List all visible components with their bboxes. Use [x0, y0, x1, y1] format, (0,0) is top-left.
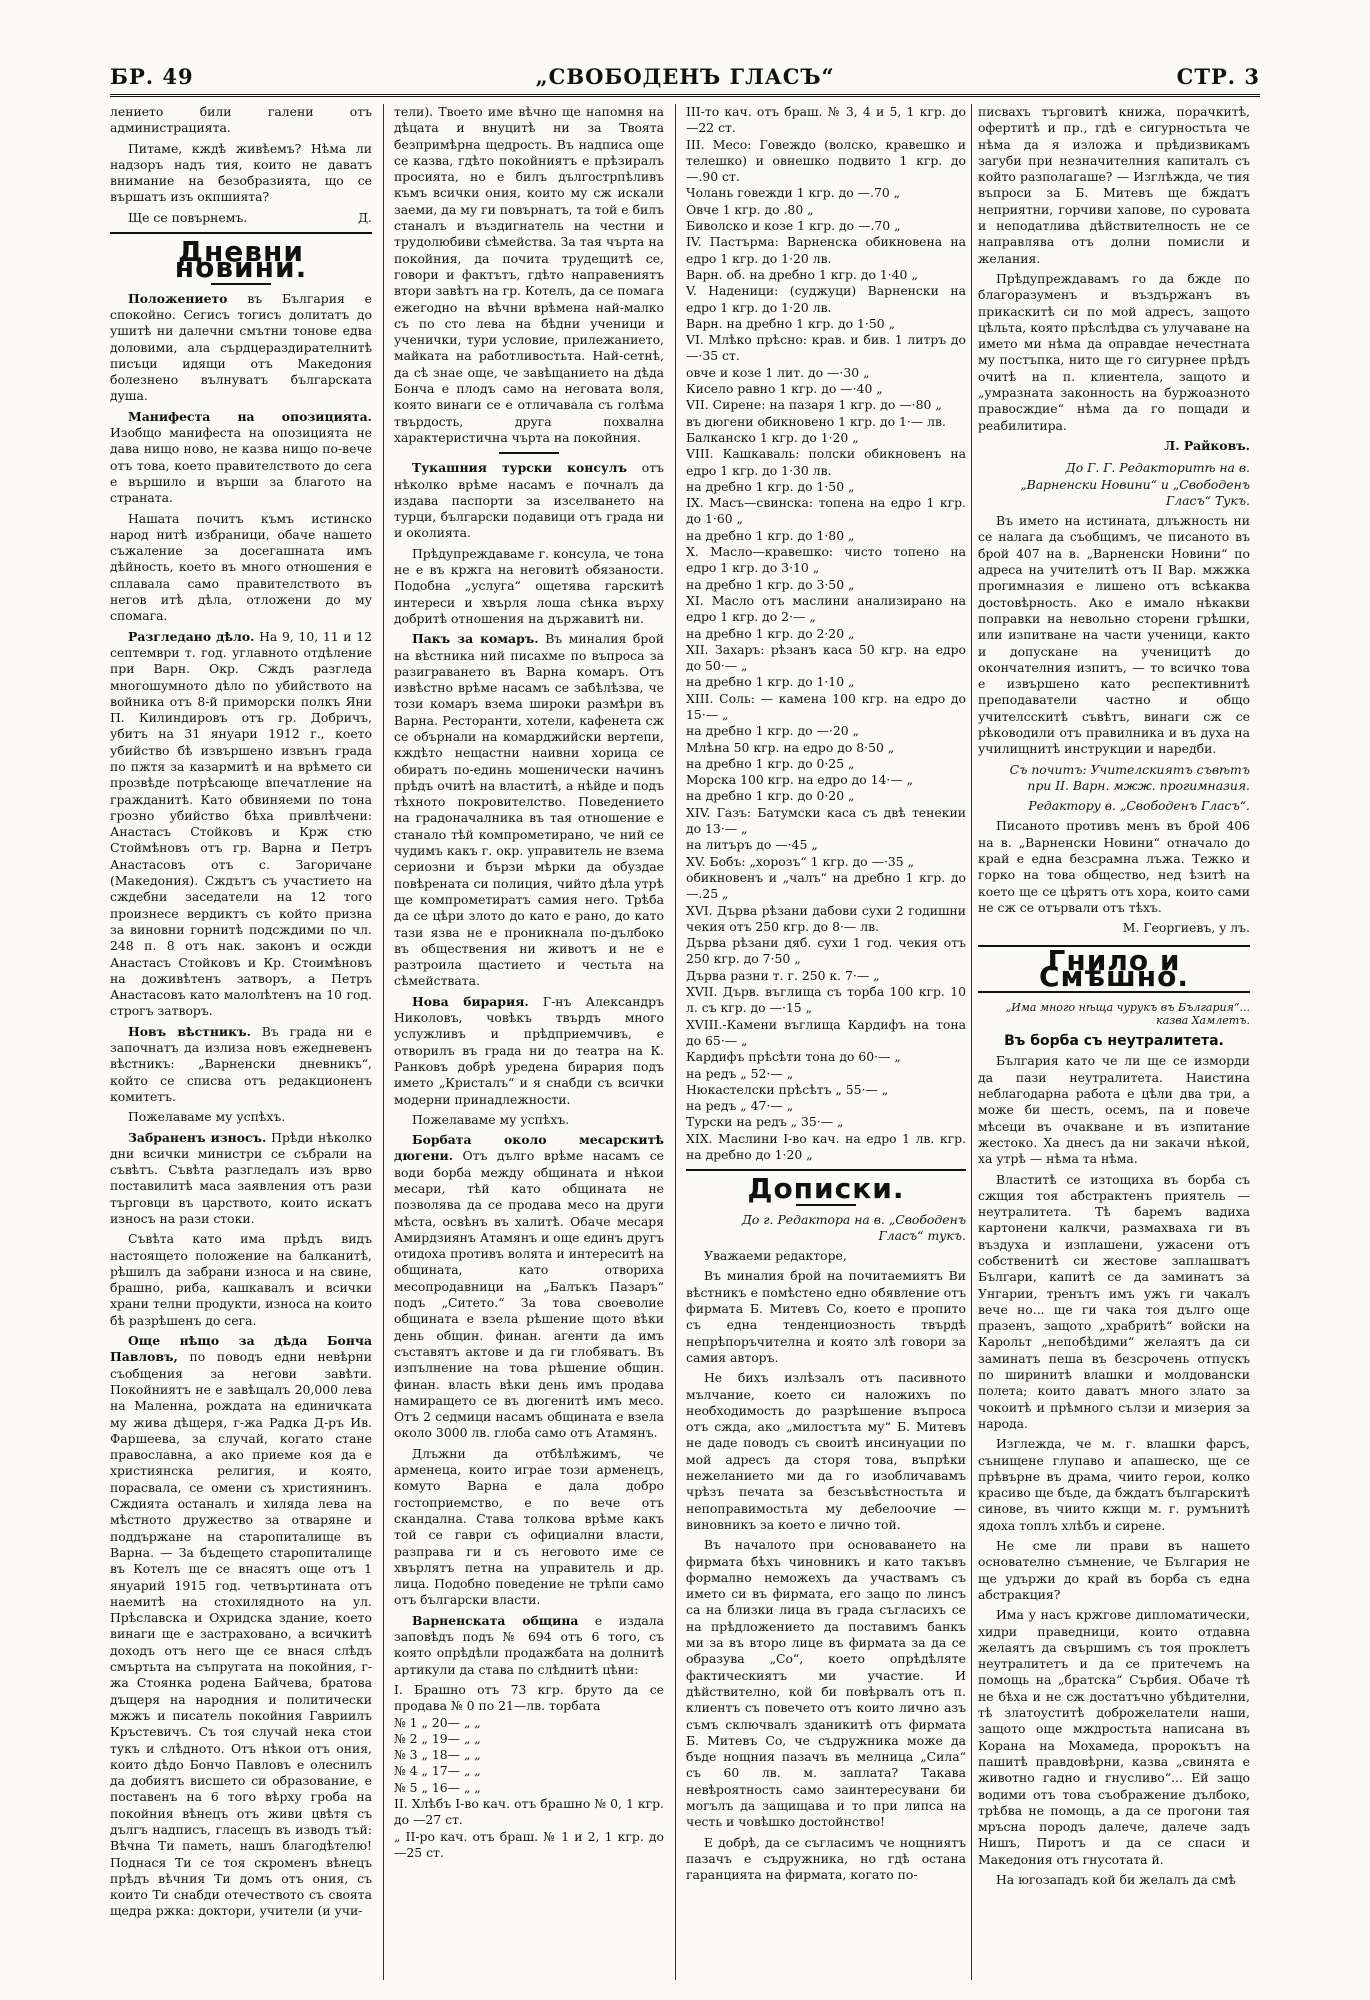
addressee: Редактору в. „Свободенъ Гласъ“.: [1028, 798, 1250, 814]
price-line: Нюкастелски прѣсѣтъ „ 55·— „: [686, 1081, 889, 1097]
price-line: „ II-ро кач. отъ браш. № 1 и 2, 1 кгр. до —25 ст.: [394, 1828, 664, 1860]
news-text: въ България е спокойно. Сегисъ тогисъ долитатъ до ушитѣ ни далечни смътни тонове едва доловими, ала сърдцераздирателнитѣ писъци идящи отъ Македония болезнено вълнуватъ българската душа.: [110, 290, 372, 404]
price-line: № 1 „ 20— „ „: [394, 1714, 481, 1730]
price-line: XIX. Маслини I-во кач. на едро 1 лв. кгр. на дребно до 1·20 „: [686, 1130, 966, 1162]
news-item: [110, 291, 372, 405]
column-4: [978, 104, 1250, 1980]
price-line: на редъ „ 52·— „: [686, 1065, 794, 1081]
addressee: До г. Редактора на в. „Свободенъ Гласъ“ тукъ.: [741, 1211, 966, 1243]
price-line: на редъ „ 47·— „: [686, 1098, 794, 1114]
paragraph: [110, 210, 372, 226]
divider: [499, 452, 559, 454]
paragraph: Длъжни да отбѣлѣжимъ, че арменеца, които играе този арменецъ, комуто Варна е дала добро гостоприемство, е по вече отъ скандална. Става толкова врѣме какъ той се гаври съ официални власти, разправа ги и съ неговото име се хвърлятъ петна на управитель и др. лица. Подобно поведение не трѣпи само отъ български власти.: [394, 1445, 664, 1608]
paragraph: Въ миналия брой на почитаемиятъ Ви вѣстникъ е помѣстено едно обявление отъ фирмата Б. Митевъ Со, което е пропито съ една тенденциозность твърдѣ непрѣпоръчителна и която злѣ говори за самия авторъ.: [686, 1268, 966, 1365]
divider: [110, 232, 372, 234]
price-line: на дребно 1 кгр. до 1·10 „: [686, 674, 855, 690]
price-line: на дребно 1 кгр. до 1·50 „: [686, 478, 855, 494]
news-item: [394, 994, 664, 1108]
price-line: на литъръ до —·45 „: [686, 837, 818, 853]
price-line: № 4 „ 17— „ „: [394, 1763, 481, 1779]
paragraph: Има у насъ кржгове дипломатически, хидри праведници, които отдавна желаятъ да свършимъ съ тоя проклетъ неутралитетъ и да се притечемъ на помощь на „братска“ Сърбия. Обаче тѣ не бѣха и не сж достатъчно убѣдителни, тѣ златоуститѣ доброжелатели наши, защото още мждростьта написана въ Корана на Мохамеда, пророкътъ на пашитѣ правдовѣрни, казва „свинята е животно гадно и гнусливо“... Ей защо водими отъ това съображение дълбоко, трѣбва не помощь, а да се прогони тая мръсна породъ далече, далече задъ Нишъ, Пиротъ и да се спаси и Македония отъ гнусотата й.: [978, 1607, 1250, 1867]
price-line: Варн. на дребно 1 кгр. до 1·50 „: [686, 315, 895, 331]
price-line: на дребно 1 кгр. до 1·80 „: [686, 527, 855, 543]
price-line: овче и козе 1 лит. до —·30 „: [686, 364, 870, 380]
paragraph: Прѣдупреждавамъ го да бжде по благоразуменъ и въздържанъ въ прикаскитѣ си по мой адресъ, защото цѣльта, която прѣслѣдва съ улучаване на името ми нѣма да оправдае нечестната му постъпка, нито ще го сигурнее прѣдъ очитѣ на п. клиентела, защото и „умразната законность на буржоазното правосждие“ нѣма да го пощади и реабилитира.: [978, 270, 1250, 433]
paragraph: Властитѣ се изтощиха въ борба съ сжщия тоя абстрактенъ приятель — неутралитета. Тѣ баремъ вадиха картонени калкчи, размахваха ги въ въздуха и изплашени, ужасени отъ собственитѣ си жестове заплашватъ Българи, капитѣ се да заминатъ за Унгарии, тренътъ имъ ужъ ги чакалъ вече но... ще ги чака тоя дълго още празенъ, защото „храбритѣ“ войски на Карольт „непобѣдими“ желаятъ да си заминатъ пеша въ безсрочень отпускъ по ширинитѣ влашки и молдовански полета; които даватъ много злато за чокоитѣ и прѣмного сълзи и мизерия за народа.: [978, 1171, 1250, 1431]
price-line: въ дюгени обикновено 1 кгр. до 1·— лв.: [686, 413, 946, 429]
price-line: на дребно 1 кгр. до 0·20 „: [686, 788, 855, 804]
price-line: Дърва рѣзани дяб. сухи 1 год. чекия отъ 250 кгр. до 7·50 „: [686, 935, 966, 967]
epigraph: „Има много нѣща чурукъ въ България“... казва Хамлетъ.: [1005, 1001, 1250, 1028]
price-line: XVI. Дърва рѣзани дабови сухи 2 годишни чекия отъ 250 кгр. до 8·— лв.: [686, 902, 966, 934]
paragraph: България като че ли ще се изморди да пази неутралитета. Наистина неблагодарна работа е цѣли два три, а може би шесть, осемъ, па и повече мѣсеци въ очакване и въ изпитание жестоко. Ха днесъ да ни закачи нѣкой, ха утрѣ — нѣма та нѣма.: [978, 1053, 1250, 1167]
price-line: Дърва разни т. г. 250 к. 7·— „: [686, 967, 880, 983]
paragraph: тели). Твоето име вѣчно ще напомня на дѣцата и внуцитѣ ни за Твоята безпримѣрна щедрость. Въ надписа още се казва, гдѣто покойниятъ е прѣзиралъ просията, но е билъ дългострпѣливъ къмъ всички ония, които му сж искали заеми, да му ги повърнатъ, та той е билъ станалъ и въздигнатель на честни и трудолюбиви сѣмейства. За тая чърта на покойния, да почита трудещитѣ се, говори и фактътъ, гдѣто направениятъ втори завѣтъ на гр. Котелъ, да се помага ежегодно на вѣчни врѣмена най-малко съ по сто лева на бѣдни ученици и ученички, тури условие, прилежанието, майката на работливостьта. Най-сетнѣ, да сѣ знае още, че завѣщанието на дѣда Бонча е плодъ само на неговата воля, която винаги се е отличавала съ голѣма твърдость, друга похвална характеристична чърта на покойния.: [394, 104, 664, 445]
news-item: [394, 1613, 664, 1678]
paragraph: Пожелаваме му успѣхъ.: [128, 1109, 286, 1125]
price-line: Чолань говежди 1 кгр. до —.70 „: [686, 185, 901, 201]
news-text: Въ миналия брой на вѣстника ний писахме по въпроса за разиграването въ Варна комаръ. Отъ извѣстно врѣме насамъ се забѣлѣзва, че този комаръ взема широки размѣри въ Варна. Ресторанти, хотели, кафенета сж се обърнали на комарджийски вертепи, кждѣто нещастни наивни хорица се обиратъ по-единь мошенически начинъ прѣдъ очитѣ на властитѣ, а нѣйде и подъ тѣхното покровителство. Поведението на градоначалника въ тая отношение е станало тѣй компрометирано, че ний се чудимъ какъ г. окр. управитель не взема сериозни и бързи мѣрки да обуздае повѣрената си полиция, чийто дѣла утрѣ ще компрометиратъ самия него. Трѣба да се цѣри злото до като е рано, до като тази язва не е проникнала по-дълбоко въ обществения ни животъ и не е разтроила щастието и честьта на сѣмействата.: [394, 631, 664, 989]
price-line: на дребно 1 кгр. до —·20 „: [686, 723, 859, 739]
column-2: [394, 104, 664, 1980]
news-heading: Положението: [128, 290, 228, 306]
price-line: III. Месо: Говеждо (волско, кравешко и телешко) и овнешко подвито 1 кгр. до —.90 ст.: [686, 136, 966, 185]
page-header: [110, 62, 1260, 90]
price-line: Биволско и козе 1 кгр. до —.70 „: [686, 218, 901, 234]
price-line: VI. Млѣко прѣсно: крав. и бив. 1 литръ до —·35 ст.: [686, 332, 966, 364]
news-item: [110, 1130, 372, 1228]
price-line: Кисело равно 1 кгр. до —·40 „: [686, 381, 883, 397]
news-heading: Варненската община: [412, 1612, 579, 1628]
paragraph: Пожелаваме му успѣхъ.: [412, 1111, 570, 1127]
news-item: [394, 460, 664, 541]
paragraph: Изглежда, че м. г. влашки фарсъ, сънищене глупаво и апашеско, ще се прѣвърне въ драма, чиито герои, колко красиво ще бъде, да бждатъ българскитѣ синове, въ чиито кжщи м. г. румънитѣ ядоха топлъ хлѣбъ и сирене.: [978, 1436, 1250, 1533]
price-line: VIII. Кашкаваль: полски обикновенъ на едро 1 кгр. до 1·30 лв.: [686, 446, 966, 478]
price-line: Балканско 1 кгр. до 1·20 „: [686, 429, 859, 445]
news-item: [110, 629, 372, 1020]
news-heading: Още нѣщо за дѣда Бонча Павловъ,: [110, 1333, 372, 1365]
price-line: XVII. Дърв. въглища съ торба 100 кгр. 10 л. съ кгр. до —·15 „: [686, 984, 966, 1016]
news-text: отъ нѣколко врѣме насамъ е почналъ да издава паспорти за изселването на турци, български подавици отъ града ни и околията.: [394, 460, 664, 541]
paragraph: Не сме ли прави въ нашето основателно съмнение, че България не ще удържи до край въ борба съ една абстракция?: [978, 1538, 1250, 1602]
paragraph: Не бихъ излѣзалъ отъ пасивното мълчание, което си наложихъ по необходимость до разрѣшение въпроса отъ сжда, ако „милостъта му“ Б. Митевъ не даде поводъ съ своитѣ инсинуации по мой адресъ да сторя това, въпрѣки нежеланието ми да го изобличавамъ чрѣзъ печата за безсъвѣстностьта и непоправимостьта му дебелоочие — виновникъ за което е лично той.: [686, 1370, 966, 1532]
news-text: Г-нъ Александръ Николовъ, човѣкъ твърдъ много услужливъ и прѣдприемчивъ, е отворилъ въ града ни до театра на К. Ранковъ добрѣ уредена бирария подъ името „Кристалъ“ и я снабди съ всички модерни принадлежности.: [394, 993, 664, 1107]
price-line: I. Брашно отъ 73 кгр. бруто да се продава № 0 по 21—лв. торбата: [394, 1681, 664, 1714]
paragraph: Въ началото при основаването на фирмата бѣхъ чиновникъ и като такъвъ формално неможехъ да участвамъ съ името си въ фирмата, его защо по линсъ са на близки лица въ града съгласихъ се на прѣдложението да поставимъ банкъ ми за въ второ лице въ фирмата за да се образува „Со“, което опрѣдѣляте фактическиятъ ми участие. И дѣйствително, кой би повѣрвалъ отъ п. клиентъ съ повечето отъ които лично азъ съмъ сключвалъ зданикитѣ отъ фирмата Б. Митевъ Со, че съдружника може да бъде нощния пазачъ въ мелница „Сила“ съ 60 лв. м. заплата? Такава невѣроятность само заинтересувани би могълъ да защищава и то при липса на честь и човѣшко достойнство!: [686, 1537, 966, 1830]
price-line: IV. Пастърма: Варненска обикновена на едро 1 кгр. до 1·20 лв.: [686, 234, 966, 266]
header-rule: [110, 94, 1260, 97]
paragraph: Питаме, кждѣ живѣемъ? Нѣма ли надзоръ надъ тия, които не даватъ внимание на безобразията, що се вършатъ изъ окпшията?: [110, 140, 372, 205]
price-line: Морска 100 кгр. на едро до 14·— „: [686, 772, 914, 788]
addressee: До Г. Г. Редакторитѣ на в. „Варненски Новини“ и „Свободенъ Гласъ“ Тукъ.: [1020, 460, 1250, 508]
price-line: обикновенъ и „чалъ“ на дребно 1 кгр. до —.25 „: [686, 869, 966, 902]
page-number: СТР. 3: [1176, 63, 1260, 89]
greeting: Уважаеми редакторе,: [704, 1248, 847, 1264]
paragraph: Съвѣта като има прѣдъ видъ настоящето положение на балканитѣ, рѣшилъ да забрани износа и на свине, брашно, риба, кашкавалъ и всички храни телни продукти, износа на които бѣ разрѣшенъ до сега.: [110, 1231, 372, 1328]
divider: [686, 1169, 966, 1171]
news-text: Изобщо манифеста на опозицията не дава нищо ново, не казва нищо по-вече отъ това, което правителството до сега е вършило и върши за благото на страната.: [110, 425, 372, 506]
news-item: [110, 1333, 372, 1920]
price-line: III-то кач. отъ браш. № 3, 4 и 5, 1 кгр. до —22 ст.: [686, 104, 966, 136]
price-line: № 2 „ 19— „ „: [394, 1730, 481, 1746]
news-heading: Манифеста на опозицията.: [128, 408, 372, 424]
price-line: XV. Бобъ: „хорозъ“ 1 кгр. до —·35 „: [686, 853, 915, 869]
section-title-daily-news: Дневни новини.: [174, 235, 308, 285]
price-line: на дребно 1 кгр. до 0·25 „: [686, 755, 855, 771]
news-heading: Нова бирария.: [412, 993, 529, 1009]
news-heading: Разгледано дѣло.: [128, 628, 255, 644]
news-heading: Тукашния турски консулъ: [412, 460, 628, 476]
section-title-rotten-and-funny: Гнило и Смѣшно.: [1039, 943, 1189, 993]
news-item: [394, 1132, 664, 1442]
price-line: XVIII.-Камени въглища Кардифъ на тона до 65·— „: [686, 1016, 966, 1048]
price-line: Турски на редъ „ 35·— „: [686, 1114, 844, 1130]
price-line: VII. Сирене: на пазаря 1 кгр. до —·80 „: [686, 397, 942, 413]
news-text: Въ града ни е започнатъ да излиза новъ ежедневенъ вѣстникъ: „Варненски дневникъ“, който се списва отъ редакционенъ комитетъ.: [110, 1023, 372, 1104]
news-heading: Пакъ за комаръ.: [412, 631, 539, 647]
price-line: Варн. об. на дребно 1 кгр. до 1·40 „: [686, 266, 918, 282]
news-heading: Забраненъ износъ.: [128, 1129, 267, 1145]
signature: Л. Райковъ.: [1164, 437, 1250, 453]
price-line: Кардифъ прѣсѣти тона до 60·— „: [686, 1049, 901, 1065]
news-text: е издала заповѣдъ подъ № 694 отъ 6 того, съ която опрѣдѣли продажбата на долнитѣ артикули да става по слѣднитѣ цѣни:: [394, 1612, 664, 1677]
signature: Д.: [357, 209, 372, 225]
price-line: IX. Масъ—свинска: топена на едро 1 кгр. до 1·60 „: [686, 495, 966, 527]
column-divider: [971, 104, 972, 1980]
price-line: II. Хлѣбъ I-во кач. отъ брашно № 0, 1 кгр. до —27 ст.: [394, 1795, 664, 1828]
article-title: Въ борба съ неутралитета.: [1004, 1033, 1224, 1050]
news-text: Прѣди нѣколко дни всички министри се събрали на съвѣтъ. Съвѣта разгледалъ изъ врво поставилитѣ маса заявления отъ рази търговци въ царството, които искатъ износъ на рази стоки.: [110, 1129, 372, 1226]
column-divider: [383, 104, 384, 1980]
paragraph-text: Ще се повърнемъ.: [128, 209, 248, 225]
price-line: X. Масло—кравешко: чисто топено на едро 1 кгр. до 3·10 „: [686, 544, 966, 576]
price-line: № 3 „ 18— „ „: [394, 1747, 481, 1763]
news-heading: Борбата около месарскитѣ дюгени.: [394, 1132, 664, 1164]
price-line: на дребно 1 кгр. до 3·50 „: [686, 576, 855, 592]
column-divider: [675, 104, 676, 1980]
paragraph: Нашата почитъ къмъ истинско народ нитѣ избраници, обаче нашето съжаление за досегашната имъ дѣйность, което въ много отношения е сплавала само правителството въ негов итѣ дѣла, отложени до му спомага.: [110, 510, 372, 624]
news-heading: Новъ вѣстникъ.: [128, 1023, 251, 1039]
news-text: Отъ дълго врѣме насамъ се води борба между общината и нѣкои месари, тѣй като общината не позволява да се продава месо на други мѣста, освѣнъ въ халитѣ. Обаче месаря Амирдзиянъ Атамянъ и още единъ другъ отидоха противъ волята и интереситѣ на общината, като отвориха месопродавници на „Балъкъ Пазаръ“ подъ „Ситето.“ За това своеволие общината е взела рѣшение щото вѣки день общин. финан. агенти да имъ съставятъ актове и да ги глобяватъ. Въ изпълнение на това рѣшение общин. финан. власть вѣки день имъ продава намиращето се въ дюгенитѣ имъ месо. Отъ 2 седмици насамъ общината е взела около 3000 лв. глоба само отъ Атамянъ.: [394, 1148, 664, 1441]
price-line: на дребно 1 кгр. до 2·20 „: [686, 625, 855, 641]
paragraph: писвахъ търговитѣ книжа, порачкитѣ, офертитѣ и пр., гдѣ е сигурностьта че нѣма да я изложа и прѣдизвикамъ загуби при незначителния капиталъ съ който разполагаше? — Изглѣжда, че тия въпроси за Б. Митевъ ще бждатъ неприятни, горчиви хапове, по суровата и неподатлива дѣйствителность не се направлява отъ долни помисли и желания.: [978, 104, 1250, 266]
signature: М. Георгиевъ, у лъ.: [1122, 920, 1250, 936]
column-3: [686, 104, 966, 1980]
news-text: по поводъ едни невѣрни съобщения за негови завѣти. Покойниятъ не е завѣщалъ 20,000 лева на Маленна, рождата на единичката му жива дѣщеря, г-жа Радка Д-ръ Ив. Фаршеева, за случай, когато стане православна, а ако приеме коя да е християнска религия, и която, порасвала, се омени съ християнинъ. Сждията останалъ и хиляда лева на мѣстното дружество за отваряне и поддържане на старопиталище въ Варна. — За бъдещето старопиталище въ Котелъ ще се внасятъ още отъ 1 януарий 1915 год. четвъртината отъ наемитѣ на стохилядното на ул. Прѣславска и Охридска здание, което винаги ще е застраховано, а всичкитѣ доходъ отъ него ще се внася слѣдъ смъртьта на съпругата на покойния, г-жа Стоянка родена Байчева, братова дъщеря на народния и политически мжжъ и писатель покойния Гавриилъ Кръстевичъ. Съ тоя случай нека стои тукъ и слѣдното. Отъ нѣкои отъ ония, които дѣдо Бончо Павловъ е олеснилъ да добиятъ висшето си образование, е поставенъ на 6 того вѣрху гроба на покойния вѣнецъ отъ живи цвѣтя съ дългъ надписъ, гласещъ въ изводъ тъй: Вѣчна Ти паметь, нашъ благодѣтелю! Поднася Ти се тоя скроменъ вѣнецъ прѣдъ вѣчния Ти домъ отъ ония, съ които Ти снабди отечеството съ своята щедра ржка: доктори, учители (и учи-: [110, 1349, 372, 1919]
section-box: [978, 945, 1250, 994]
paragraph: лението били галени отъ администрацията.: [110, 104, 372, 136]
paragraph: Въ името на истината, длъжность ни се налага да съобщимъ, че писаното въ брой 407 на в. „Варненски Новини“ по адреса на учителитѣ отъ II Вар. мжжка прогимназия е лишено отъ всѣкаква достовѣрность. Ако е имало нѣкакви поправки на невольно сторени грѣшки, или изпитване на части ученици, както и допускане на ученицитѣ до окончателния изпитъ, — то всичко това е извършено като респективнитѣ преподаватели частно и общо учителсскитѣ съвѣтъ, винаги сж се рѣководили отъ правилника и въ духа на училищнитѣ инструкции и наредби.: [978, 513, 1250, 757]
signature: Съ почитъ: Учителскиятъ съвѣтъ при II. Варн. мжж. прогимназия.: [1009, 761, 1250, 793]
paragraph: Прѣдупреждаваме г. консула, че тона не е въ кржга на неговитѣ обязаности. Подобна „услуга“ ощетява гарскитѣ интереси и хвърля лоша сѣнка върху добритѣ отношения на държавитѣ ни.: [394, 545, 664, 626]
paragraph: Е добрѣ, да се съгласимъ че нощниятъ пазачъ е съдружника, но гдѣ остана гаранцията на фирмата, когато по-: [686, 1834, 966, 1883]
section-title-correspondence: Дописки.: [747, 1172, 905, 1206]
news-item: [394, 631, 664, 990]
column-1: [110, 104, 372, 1980]
price-line: XIV. Газъ: Батумски каса съ двѣ тенекии до 13·— „: [686, 804, 966, 837]
price-line: XI. Масло отъ маслини анализирано на едро 1 кгр. до 2·— „: [686, 592, 966, 625]
issue-number: БР. 49: [110, 63, 194, 89]
paragraph: Писаното противъ менъ въ брой 406 на в. „Варненски Новини“ отначало до край е една безсрамна лъжа. Тежко и горко на това общество, нед ѣзитѣ на което ще се цѣрятъ отъ хора, които сами не сж се отървали отъ тѣхъ.: [978, 818, 1250, 915]
news-item: [110, 1024, 372, 1105]
news-text: На 9, 10, 11 и 12 септември т. год. углавното отдѣление при Варн. Окр. Сждъ разгледа многошумното дѣло по убийството на войника отъ 8-й приморски полкъ Яни П. Килиндировъ отъ гр. Добричъ, убитъ на 31 януари 1912 г., което убийство бѣ извършено извънъ града по пжтя за казармитѣ и на врѣмето си прозвѣде потрѣсающе впечатление на гражданитѣ. Като обвиняеми по тона грозно убийство бѣха привлѣчени: Анастасъ Стойковъ и Крж стю Стоймѣновъ отъ гр. Варна и Петръ Анастасовъ отъ с. Загоричане (Македония). Сждътъ съ участието на сждебни заседатели на 12 того произнесе вердиктъ съ който призна за виновни горнитѣ подсждими по чл. 248 п. 8 отъ нак. законъ и осжди Анастасъ Стойковъ и Кр. Стоимѣновъ на доживѣтенъ затворъ, а Петръ Анастасовъ като малолѣтенъ на 10 год. строгъ затворъ.: [110, 628, 372, 1019]
newspaper-title: „СВОБОДЕНЪ ГЛАСЪ“: [535, 63, 835, 89]
price-line: XII. Захаръ: рѣзанъ каса 50 кгр. на едро до 50·— „: [686, 641, 966, 674]
price-line: XIII. Соль: — камена 100 кгр. на едро до 15·— „: [686, 690, 966, 722]
price-line: V. Наденици: (суджуци) Варненски на едро 1 кгр. до 1·20 лв.: [686, 283, 966, 315]
news-item: [110, 409, 372, 507]
price-line: Овче 1 кгр. до .80 „: [686, 201, 814, 217]
price-line: № 5 „ 16— „ „: [394, 1779, 481, 1795]
paragraph: На югозападъ кой би желалъ да смѣ: [996, 1871, 1236, 1887]
price-line: Млѣна 50 кгр. на едро до 8·50 „: [686, 739, 895, 755]
